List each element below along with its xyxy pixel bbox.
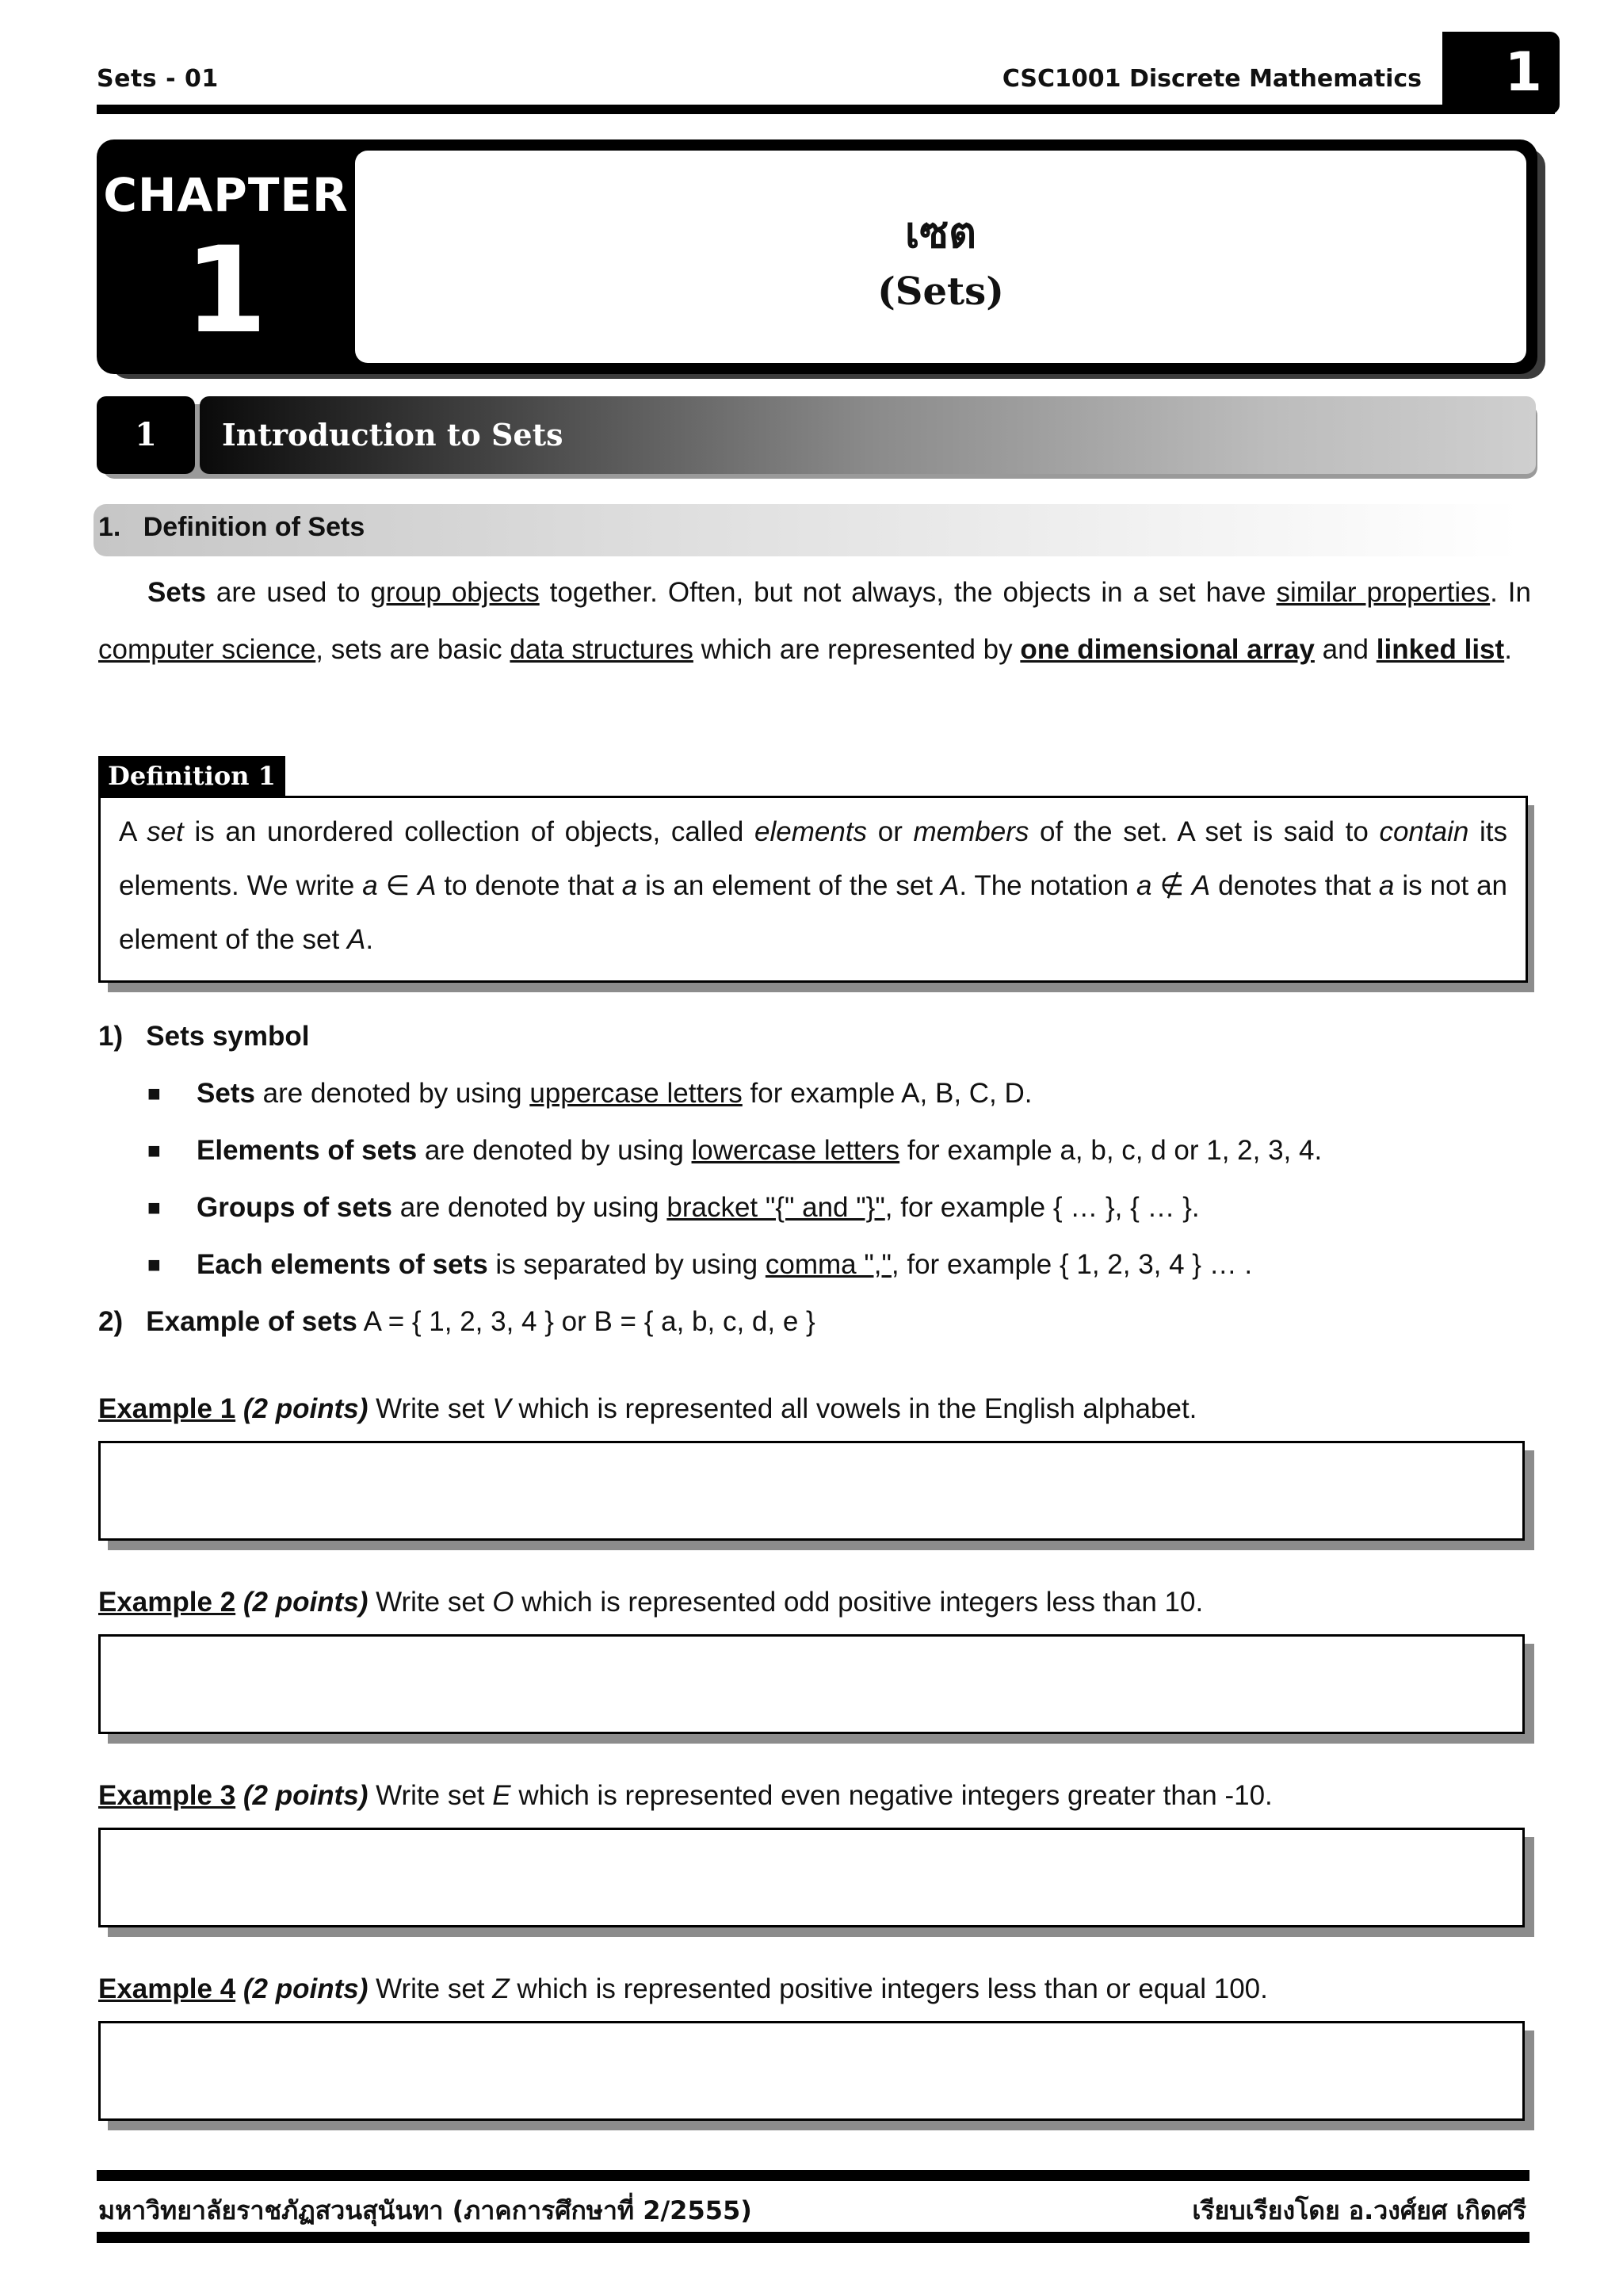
header-doc-code: Sets - 01 [97, 65, 219, 93]
example-sets-line: 2) Example of sets A = { 1, 2, 3, 4 } or B = { a, b, c, d, e } [98, 1306, 815, 1337]
page-number-tab [1442, 32, 1560, 114]
symbol-item: Elements of sets are denoted by using lowercase letters for example a, b, c, d or 1, 2, 3, 4. [197, 1135, 1323, 1166]
example-1-prompt: Example 1 (2 points) Write set V which is represented all vowels in the English alphabet. [98, 1393, 1197, 1424]
example-4-answer-box[interactable] [98, 2021, 1525, 2121]
symbols-heading: 1) Sets symbol [98, 1021, 310, 1052]
symbol-item: Each elements of sets is separated by using comma ",", for example { 1, 2, 3, 4 } … . [197, 1249, 1253, 1280]
subsection-title: 1. Definition of Sets [98, 512, 365, 542]
footer-rule-top [97, 2170, 1529, 2181]
section-title: Introduction to Sets [222, 417, 563, 453]
definition-text: A set is an unordered collection of objects, called elements or members of the set. A set is said to contain its elements. We write a ∈ A to denote that a is an element of the set A. The notation a ∉ A denotes that a is not an element of the set A. [119, 816, 1508, 955]
bullet-icon: ■ [147, 1081, 161, 1106]
section-number: 1 [97, 396, 195, 474]
intro-term-sets: Sets [147, 577, 206, 608]
page-number: 1 [1504, 41, 1542, 104]
bullet-icon: ■ [147, 1252, 161, 1277]
example-3-answer-box[interactable] [98, 1828, 1525, 1927]
chapter-number: 1 [184, 222, 268, 360]
example-2-answer-box[interactable] [98, 1634, 1525, 1734]
symbol-item: Sets are denoted by using uppercase letters for example A, B, C, D. [197, 1078, 1033, 1109]
definition-tab: Definition 1 [98, 756, 285, 796]
example-1-answer-box[interactable] [98, 1441, 1525, 1541]
intro-paragraph: Sets are used to group objects together. Often, but not always, the objects in a set have similar properties. In computer science, sets are basic data structures which are represented by one dimensional array and linked list. [98, 577, 1531, 665]
bullet-icon: ■ [147, 1195, 161, 1220]
bullet-icon: ■ [147, 1138, 161, 1163]
chapter-title-english: (Sets) [877, 269, 1004, 314]
chapter-title-thai: เซต [904, 208, 977, 258]
example-4-prompt: Example 4 (2 points) Write set Z which is represented positive integers less than or equal 100. [98, 1973, 1268, 2004]
footer-university: มหาวิทยาลัยราชภัฏสวนสุนันทา (ภาคการศึกษาที่ 2/2555) [98, 2195, 752, 2225]
chapter-label: CHAPTER [103, 168, 349, 222]
symbol-item: Groups of sets are denoted by using bracket "{" and "}", for example { … }, { … }. [197, 1192, 1200, 1223]
example-2-prompt: Example 2 (2 points) Write set O which is represented odd positive integers less than 10. [98, 1587, 1204, 1618]
footer-rule-bottom [97, 2232, 1529, 2243]
header-course-title: CSC1001 Discrete Mathematics [1002, 65, 1422, 93]
footer-author: เรียบเรียงโดย อ.วงศ์ยศ เกิดศรี [1192, 2195, 1526, 2225]
example-3-prompt: Example 3 (2 points) Write set E which is represented even negative integers greater than -10. [98, 1780, 1273, 1811]
header-rule [97, 105, 1555, 114]
